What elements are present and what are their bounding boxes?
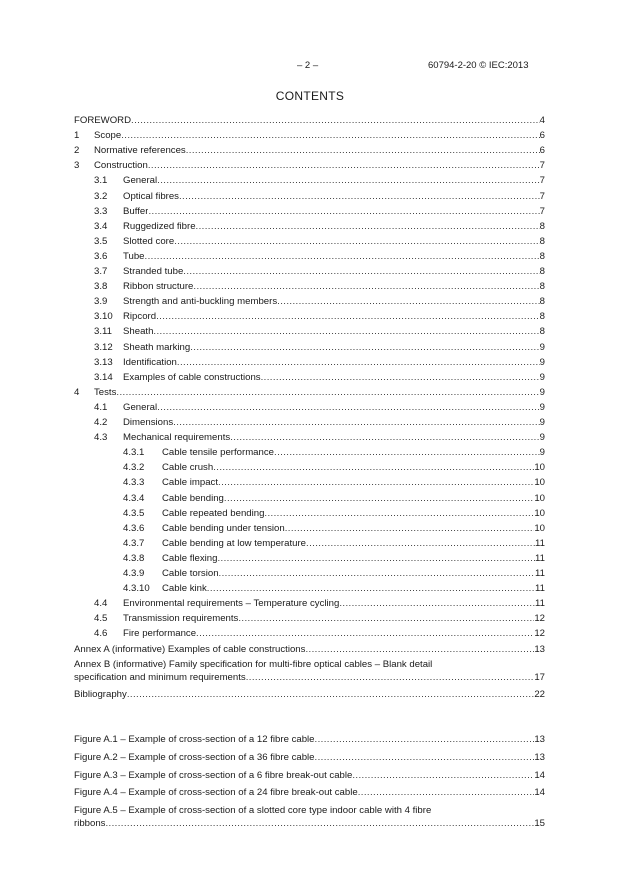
dot-leader	[315, 751, 535, 764]
toc-entry[interactable]	[74, 552, 545, 565]
toc-entry[interactable]	[74, 401, 545, 414]
dot-leader	[217, 552, 535, 565]
toc-entry-label: Slotted core	[123, 235, 175, 247]
toc-entry-number: 4.3.3	[123, 477, 145, 489]
toc-entry-number: 4.3.6	[123, 522, 145, 534]
toc-entry-number: 3.2	[94, 190, 108, 202]
dot-leader	[173, 416, 540, 429]
toc-entry-label: Mechanical requirements	[123, 432, 231, 444]
dot-leader	[285, 522, 535, 535]
toc-entry-page: 8	[539, 311, 545, 323]
toc-entry[interactable]	[74, 671, 545, 684]
toc-entry-label: Examples of cable constructions	[123, 371, 261, 383]
toc-entry-page: 9	[539, 432, 545, 444]
dot-leader	[186, 144, 540, 157]
toc-entry[interactable]	[74, 597, 545, 610]
figure-entry-label: Figure A.2 – Example of cross-section of a 36 fibre cable	[74, 751, 315, 763]
toc-entry-number: 3.11	[94, 326, 112, 338]
dot-leader	[177, 356, 540, 369]
toc-entry-number: 4.2	[94, 417, 108, 428]
page-title: CONTENTS	[275, 89, 345, 103]
toc-entry-label: General	[123, 401, 158, 413]
toc-entry-label: Sheath	[123, 326, 154, 338]
toc-entry-label: Sheath marking	[123, 341, 191, 353]
figure-entry[interactable]	[74, 733, 545, 746]
toc-entry-number: 3.1	[94, 175, 108, 187]
toc-entry-number: 3.3	[94, 205, 108, 217]
toc-entry-number: 4.4	[94, 598, 108, 610]
toc-entry-number: 4.3.9	[123, 568, 145, 579]
toc-entry[interactable]	[74, 643, 545, 656]
toc-entry[interactable]	[74, 265, 545, 278]
figure-entry-label: Figure A.4 – Example of cross-section of a 24 fibre break-out cable	[74, 787, 358, 799]
toc-entry-label: Ripcord	[123, 311, 157, 323]
toc-entry-page: 9	[539, 371, 545, 383]
toc-entry-page: 9	[539, 356, 545, 368]
dot-leader	[121, 129, 539, 142]
toc-entry-page: 6	[539, 130, 545, 142]
toc-entry-line1[interactable]: Annex B (informative) Family specification for multi-fibre optical cables – Blank detail	[74, 658, 433, 670]
toc-entry-page: 7	[539, 205, 545, 217]
toc-entry-page: 8	[539, 235, 545, 247]
figure-entry-label: Figure A.1 – Example of cross-section of a 12 fibre cable	[74, 734, 315, 745]
toc-entry-label: Buffer	[123, 205, 149, 217]
figure-entry-label: Figure A.3 – Example of cross-section of a 6 fibre break-out cable	[74, 769, 353, 781]
toc-entry-label: Cable flexing	[162, 552, 218, 564]
toc-entry-label: Tests	[94, 386, 117, 398]
toc-entry-label: Dimensions	[123, 417, 174, 428]
toc-entry-number: 4.3.5	[123, 507, 145, 519]
toc-entry[interactable]	[74, 446, 545, 459]
toc-entry-page: 11	[535, 537, 545, 549]
toc-entry-label: specification and minimum requirements	[74, 671, 246, 683]
toc-entry-page: 8	[539, 266, 545, 277]
figure-entry-page: 14	[534, 769, 545, 781]
toc-entry[interactable]	[74, 688, 545, 701]
toc-entry-number: 3.10	[94, 311, 113, 323]
dot-leader	[305, 643, 534, 656]
figure-entry-page: 13	[534, 734, 545, 745]
dot-leader	[219, 567, 536, 580]
toc-entry[interactable]	[74, 205, 545, 218]
figure-entry[interactable]	[74, 751, 545, 764]
toc-entry-page: 11	[535, 552, 545, 564]
toc-entry-number: 4.1	[94, 401, 108, 413]
figure-entry-label: ribbons	[74, 818, 106, 830]
dot-leader	[339, 597, 535, 610]
toc-entry-page: 10	[534, 462, 545, 474]
figure-entry[interactable]	[74, 786, 545, 799]
toc-entry-number: 4.3	[94, 432, 108, 444]
dot-leader	[358, 786, 535, 799]
dot-leader	[238, 612, 534, 625]
toc-entry-label: Cable kink	[162, 583, 207, 595]
dot-leader	[306, 537, 535, 550]
dot-leader	[277, 295, 540, 308]
toc-entry-page: 9	[539, 341, 545, 353]
dot-leader	[315, 733, 535, 746]
toc-entry[interactable]	[74, 627, 545, 640]
toc-entry[interactable]	[74, 582, 545, 595]
dot-leader	[157, 174, 540, 187]
toc-entry-page: 8	[539, 326, 545, 338]
dot-leader	[246, 671, 535, 684]
toc-entry-number: 4.3.4	[123, 492, 145, 504]
toc-entry-number: 3.12	[94, 341, 113, 353]
dot-leader	[153, 325, 539, 338]
toc-entry-number: 3.13	[94, 356, 113, 368]
dot-leader	[127, 688, 535, 701]
toc-entry-label: Cable crush	[162, 462, 214, 474]
document-id: 60794-2-20 © IEC:2013	[428, 60, 529, 71]
toc-entry-number: 4.6	[94, 628, 108, 640]
dot-leader	[156, 310, 540, 323]
toc-entry-number: 3.9	[94, 296, 108, 308]
toc-entry-number: 3.8	[94, 281, 108, 293]
toc-entry[interactable]	[74, 386, 545, 399]
toc-entry-number: 3	[74, 160, 80, 172]
toc-entry[interactable]	[74, 220, 545, 233]
toc-entry[interactable]	[74, 356, 545, 369]
toc-entry-label: Ruggedized fibre	[123, 220, 196, 232]
toc-entry-page: 11	[535, 583, 545, 595]
dot-leader	[230, 431, 539, 444]
toc-entry[interactable]	[74, 129, 545, 142]
toc-entry-label: Transmission requirements	[123, 613, 239, 625]
toc-entry-label: Stranded tube	[123, 266, 184, 277]
dot-leader	[157, 401, 540, 414]
toc-entry[interactable]	[74, 144, 545, 157]
dot-leader	[196, 627, 534, 640]
toc-entry[interactable]	[74, 341, 545, 354]
toc-entry-number: 4.3.8	[123, 552, 145, 564]
toc-entry-page: 10	[534, 507, 545, 519]
toc-entry[interactable]	[74, 114, 545, 127]
toc-entry-number: 3.4	[94, 220, 108, 232]
toc-entry[interactable]	[74, 476, 545, 489]
toc-entry-number: 3.5	[94, 235, 108, 247]
toc-entry-label: Cable torsion	[162, 568, 219, 579]
toc-entry-number: 4.5	[94, 613, 108, 625]
toc-entry-page: 8	[539, 281, 545, 293]
dot-leader	[207, 582, 535, 595]
dot-leader	[274, 446, 540, 459]
figure-entry-page: 13	[534, 751, 545, 763]
toc-entry-number: 3.7	[94, 266, 108, 277]
toc-entry[interactable]	[74, 461, 545, 474]
toc-entry-page: 10	[534, 492, 545, 504]
toc-entry-page: 7	[539, 175, 545, 187]
toc-entry-page: 11	[535, 568, 545, 579]
toc-entry-number: 2	[74, 145, 80, 157]
toc-entry-page: 8	[539, 250, 545, 262]
toc-entry-page: 22	[534, 688, 545, 700]
figure-entry[interactable]	[74, 769, 545, 782]
dot-leader	[148, 205, 539, 218]
toc-entry-label: Environmental requirements – Temperature cycling	[123, 598, 340, 610]
toc-entry-label: Cable bending under tension	[162, 522, 285, 534]
dot-leader	[131, 114, 540, 127]
toc-entry-label: Cable bending at low temperature	[162, 537, 306, 549]
toc-entry[interactable]	[74, 371, 545, 384]
dot-leader	[105, 817, 534, 830]
toc-entry-number: 4.3.2	[123, 462, 145, 474]
toc-entry-number: 3.14	[94, 371, 113, 383]
page-number: – 2 –	[297, 60, 319, 71]
dot-leader	[224, 492, 534, 505]
toc-entry-page: 7	[539, 190, 545, 202]
toc-entry-page: 9	[539, 386, 545, 398]
toc-entry-label: Cable bending	[162, 492, 224, 504]
toc-entry-number: 4.3.10	[123, 583, 150, 595]
toc-entry-label: Strength and anti-buckling members	[123, 296, 278, 308]
toc-entry-number: 4	[74, 386, 80, 398]
toc-entry-label: Cable repeated bending	[162, 507, 265, 519]
figure-entry-page: 14	[534, 787, 545, 799]
toc-entry[interactable]	[74, 416, 545, 429]
toc-entry-label: Identification	[123, 356, 177, 368]
toc-entry-page: 12	[534, 628, 545, 640]
toc-entry-label: Construction	[94, 160, 148, 172]
toc-entry-label: Bibliography	[74, 688, 127, 700]
toc-entry[interactable]	[74, 492, 545, 505]
toc-entry-number: 3.6	[94, 250, 108, 262]
toc-entry-label: Tube	[123, 250, 145, 262]
toc-entry-label: Ribbon structure	[123, 281, 194, 293]
toc-entry-number: 4.3.7	[123, 537, 145, 549]
toc-entry-label: FOREWORD	[74, 115, 132, 126]
toc-entry-label: Cable impact	[162, 477, 218, 489]
toc-entry-page: 11	[535, 598, 545, 610]
toc-entry[interactable]	[74, 235, 545, 248]
toc-entry[interactable]	[74, 295, 545, 308]
dot-leader	[148, 159, 540, 172]
toc-entry-page: 13	[534, 643, 545, 655]
toc-entry-page: 9	[539, 417, 545, 428]
toc-entry[interactable]	[74, 567, 545, 580]
figure-entry-page: 15	[534, 818, 545, 830]
toc-entry[interactable]	[74, 250, 545, 263]
dot-leader	[193, 280, 539, 293]
toc-entry-page: 4	[539, 115, 545, 126]
toc-entry[interactable]	[74, 537, 545, 550]
dot-leader	[213, 461, 534, 474]
dot-leader	[179, 190, 540, 203]
toc-entry-page: 17	[534, 671, 545, 683]
figure-entry-line1[interactable]: Figure A.5 – Example of cross-section of a slotted core type indoor cable with 4 fibre	[74, 805, 432, 817]
dot-leader	[145, 250, 540, 263]
dot-leader	[261, 371, 540, 384]
toc-entry[interactable]	[74, 174, 545, 187]
dot-leader	[174, 235, 539, 248]
dot-leader	[264, 507, 534, 520]
dot-leader	[352, 769, 534, 782]
toc-entry-label: Optical fibres	[123, 190, 179, 202]
toc-entry-page: 10	[534, 477, 545, 489]
toc-entry-label: General	[123, 175, 158, 187]
toc-entry-page: 9	[539, 447, 545, 459]
toc-entry-label: Annex A (informative) Examples of cable constructions	[74, 643, 306, 655]
toc-entry[interactable]	[74, 159, 545, 172]
toc-entry[interactable]	[74, 190, 545, 203]
toc-entry[interactable]	[74, 431, 545, 444]
toc-entry-label: Normative references	[94, 145, 186, 157]
toc-entry[interactable]	[74, 310, 545, 323]
dot-leader	[190, 341, 539, 354]
toc-entry-label: Cable tensile performance	[162, 447, 274, 459]
dot-leader	[183, 265, 539, 278]
dot-leader	[218, 476, 534, 489]
toc-entry[interactable]	[74, 612, 545, 625]
dot-leader	[196, 220, 540, 233]
toc-entry-label: Scope	[94, 130, 122, 142]
toc-entry[interactable]	[74, 280, 545, 293]
toc-entry-page: 9	[539, 401, 545, 413]
toc-entry[interactable]	[74, 325, 545, 338]
toc-entry-number: 4.3.1	[123, 447, 145, 459]
toc-entry-page: 8	[539, 296, 545, 308]
figure-entry[interactable]	[74, 817, 545, 830]
toc-entry[interactable]	[74, 522, 545, 535]
dot-leader	[116, 386, 539, 399]
toc-entry-page: 10	[534, 522, 545, 534]
toc-entry-page: 7	[539, 160, 545, 172]
toc-entry-page: 12	[534, 613, 545, 625]
toc-entry-page: 6	[539, 145, 545, 157]
toc-entry-page: 8	[539, 220, 545, 232]
toc-entry-number: 1	[74, 130, 80, 142]
toc-entry-label: Fire performance	[123, 628, 197, 640]
toc-entry[interactable]	[74, 507, 545, 520]
